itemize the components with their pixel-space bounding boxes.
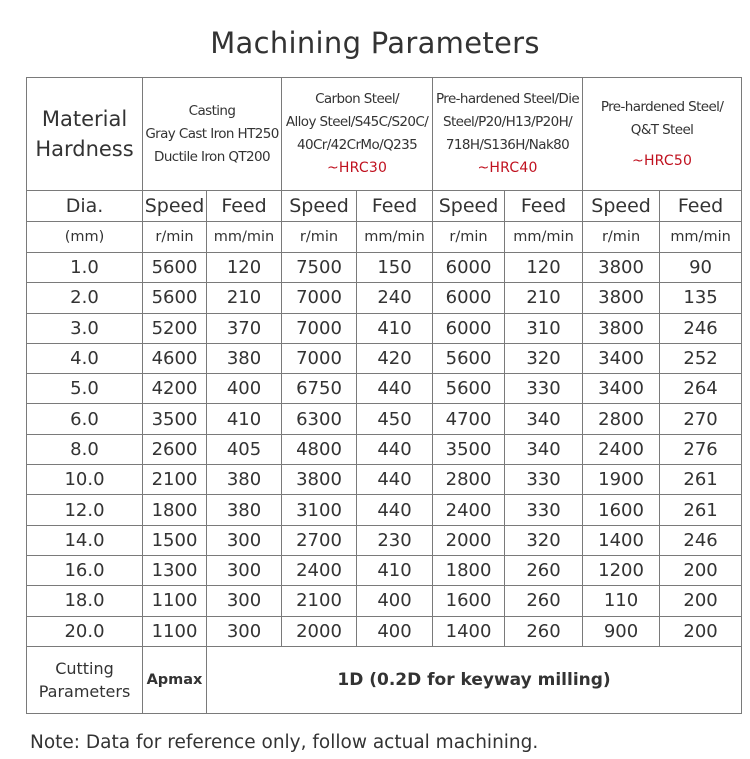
table-cell: 4800 xyxy=(282,434,357,464)
table-cell: 400 xyxy=(357,586,433,616)
table-cell: 4700 xyxy=(433,404,505,434)
table-cell: 6750 xyxy=(282,374,357,404)
table-cell: 110 xyxy=(583,586,660,616)
table-cell: 410 xyxy=(357,313,433,343)
table-cell: 320 xyxy=(505,525,583,555)
table-cell: 405 xyxy=(207,434,282,464)
table-row xyxy=(27,434,742,464)
table-cell: 252 xyxy=(660,343,742,373)
table-cell: 450 xyxy=(357,404,433,434)
material-line: 40Cr/42CrMo/Q235 xyxy=(296,137,418,153)
table-cell: 2400 xyxy=(282,555,357,585)
table-cell: 380 xyxy=(207,495,282,525)
table-cell: 3500 xyxy=(433,434,505,464)
hrc-label: ~HRC50 xyxy=(632,152,693,169)
material-label: Material xyxy=(41,107,128,131)
table-cell: 3100 xyxy=(282,495,357,525)
unit-row xyxy=(27,222,742,253)
table-cell: 3400 xyxy=(583,374,660,404)
table-cell: 330 xyxy=(505,495,583,525)
table-cell: 7000 xyxy=(282,313,357,343)
table-cell: 330 xyxy=(505,465,583,495)
feed-unit: mm/min xyxy=(357,222,433,253)
speed-header: Speed xyxy=(583,191,660,222)
table-row xyxy=(27,283,742,313)
table-cell: 6000 xyxy=(433,283,505,313)
table-cell: 440 xyxy=(357,434,433,464)
material-line: Ductile Iron QT200 xyxy=(154,148,270,165)
table-cell: 5600 xyxy=(143,283,207,313)
table-cell: 300 xyxy=(207,525,282,555)
hardness-label: Hardness xyxy=(35,137,134,161)
table-row xyxy=(27,404,742,434)
table-row xyxy=(27,586,742,616)
feed-header: Feed xyxy=(660,191,742,222)
table-cell: 340 xyxy=(505,434,583,464)
table-cell: 900 xyxy=(583,616,660,646)
table-cell: 5200 xyxy=(143,313,207,343)
speed-unit: r/min xyxy=(583,222,660,253)
cutting-parameters-row xyxy=(27,646,742,713)
material-hardness-header xyxy=(27,78,143,191)
cutting-label: Cutting xyxy=(55,658,114,678)
apmax-value: 1D (0.2D for keyway milling) xyxy=(207,646,742,713)
material-line: Pre-hardened Steel/Die xyxy=(435,91,580,107)
table-cell: 6300 xyxy=(282,404,357,434)
table-row xyxy=(27,374,742,404)
table-cell: 1600 xyxy=(583,495,660,525)
hrc-label: ~HRC30 xyxy=(326,160,388,176)
table-row xyxy=(27,253,742,283)
table-cell: 3.0 xyxy=(27,313,143,343)
table-cell: 1100 xyxy=(143,616,207,646)
feed-unit: mm/min xyxy=(660,222,742,253)
parameters-label: Parameters xyxy=(38,681,131,701)
table-cell: 3500 xyxy=(143,404,207,434)
table-cell: 260 xyxy=(505,616,583,646)
table-cell: 261 xyxy=(660,465,742,495)
table-cell: 1800 xyxy=(433,555,505,585)
table-cell: 135 xyxy=(660,283,742,313)
table-cell: 300 xyxy=(207,586,282,616)
table-cell: 264 xyxy=(660,374,742,404)
table-cell: 410 xyxy=(207,404,282,434)
table-cell: 380 xyxy=(207,465,282,495)
table-cell: 2100 xyxy=(282,586,357,616)
table-cell: 120 xyxy=(207,253,282,283)
material-line: Carbon Steel/ xyxy=(315,91,399,107)
table-cell: 3800 xyxy=(282,465,357,495)
machining-parameters-table xyxy=(26,77,742,714)
material-qt-steel-header xyxy=(583,78,742,191)
table-cell: 200 xyxy=(660,616,742,646)
table-cell: 7500 xyxy=(282,253,357,283)
speed-unit: r/min xyxy=(143,222,207,253)
material-casting-header xyxy=(143,78,282,191)
table-row xyxy=(27,313,742,343)
table-cell: 3800 xyxy=(583,313,660,343)
table-cell: 6.0 xyxy=(27,404,143,434)
table-cell: 210 xyxy=(505,283,583,313)
table-cell: 1400 xyxy=(433,616,505,646)
speed-header: Speed xyxy=(143,191,207,222)
cutting-parameters-label xyxy=(27,646,143,713)
hrc-label: ~HRC40 xyxy=(477,160,538,176)
table-cell: 440 xyxy=(357,374,433,404)
table-cell: 1500 xyxy=(143,525,207,555)
table-cell: 2800 xyxy=(433,465,505,495)
table-cell: 200 xyxy=(660,586,742,616)
table-cell: 300 xyxy=(207,616,282,646)
dia-unit: (mm) xyxy=(27,222,143,253)
material-line: Alloy Steel/S45C/S20C/ xyxy=(285,114,429,130)
table-cell: 320 xyxy=(505,343,583,373)
table-row xyxy=(27,555,742,585)
table-cell: 260 xyxy=(505,555,583,585)
table-cell: 1100 xyxy=(143,586,207,616)
table-cell: 12.0 xyxy=(27,495,143,525)
table-cell: 5600 xyxy=(433,374,505,404)
speed-header: Speed xyxy=(433,191,505,222)
material-line: Pre-hardened Steel/ xyxy=(600,98,724,115)
table-cell: 5600 xyxy=(433,343,505,373)
table-cell: 440 xyxy=(357,495,433,525)
table-cell: 246 xyxy=(660,525,742,555)
material-line: Q&T Steel xyxy=(630,121,694,138)
table-row xyxy=(27,495,742,525)
table-cell: 310 xyxy=(505,313,583,343)
table-row xyxy=(27,525,742,555)
feed-unit: mm/min xyxy=(505,222,583,253)
page-title: Machining Parameters xyxy=(210,26,540,60)
feed-header: Feed xyxy=(357,191,433,222)
table-cell: 270 xyxy=(660,404,742,434)
table-cell: 10.0 xyxy=(27,465,143,495)
table-cell: 5.0 xyxy=(27,374,143,404)
feed-unit: mm/min xyxy=(207,222,282,253)
material-line: Casting xyxy=(188,102,236,119)
table-cell: 300 xyxy=(207,555,282,585)
table-cell: 1.0 xyxy=(27,253,143,283)
header-row xyxy=(27,78,742,191)
table-cell: 230 xyxy=(357,525,433,555)
table-cell: 276 xyxy=(660,434,742,464)
table-cell: 16.0 xyxy=(27,555,143,585)
material-line: Steel/P20/H13/P20H/ xyxy=(442,114,573,130)
material-line: Gray Cast Iron HT250 xyxy=(145,125,279,142)
table-cell: 2700 xyxy=(282,525,357,555)
table-cell: 380 xyxy=(207,343,282,373)
table-cell: 18.0 xyxy=(27,586,143,616)
table-cell: 5600 xyxy=(143,253,207,283)
table-cell: 2800 xyxy=(583,404,660,434)
table-cell: 120 xyxy=(505,253,583,283)
table-cell: 14.0 xyxy=(27,525,143,555)
table-cell: 400 xyxy=(207,374,282,404)
table-cell: 8.0 xyxy=(27,434,143,464)
table-cell: 2000 xyxy=(282,616,357,646)
table-cell: 210 xyxy=(207,283,282,313)
table-cell: 2000 xyxy=(433,525,505,555)
table-cell: 420 xyxy=(357,343,433,373)
table-cell: 6000 xyxy=(433,313,505,343)
material-carbon-steel-header xyxy=(282,78,433,191)
table-cell: 2100 xyxy=(143,465,207,495)
table-cell: 261 xyxy=(660,495,742,525)
spacer xyxy=(583,142,741,150)
table-cell: 20.0 xyxy=(27,616,143,646)
table-cell: 6000 xyxy=(433,253,505,283)
table-cell: 3800 xyxy=(583,253,660,283)
feed-header: Feed xyxy=(505,191,583,222)
table-cell: 1400 xyxy=(583,525,660,555)
table-cell: 330 xyxy=(505,374,583,404)
speed-unit: r/min xyxy=(282,222,357,253)
table-cell: 400 xyxy=(357,616,433,646)
table-cell: 246 xyxy=(660,313,742,343)
table-cell: 4.0 xyxy=(27,343,143,373)
feed-header: Feed xyxy=(207,191,282,222)
speed-unit: r/min xyxy=(433,222,505,253)
table-cell: 4600 xyxy=(143,343,207,373)
table-cell: 90 xyxy=(660,253,742,283)
table-row xyxy=(27,616,742,646)
table-cell: 1200 xyxy=(583,555,660,585)
table-cell: 1900 xyxy=(583,465,660,495)
apmax-label: Apmax xyxy=(143,646,207,713)
table-cell: 2400 xyxy=(433,495,505,525)
table-cell: 440 xyxy=(357,465,433,495)
table-cell: 410 xyxy=(357,555,433,585)
table-cell: 240 xyxy=(357,283,433,313)
table-cell: 2.0 xyxy=(27,283,143,313)
material-line: 718H/S136H/Nak80 xyxy=(445,137,570,153)
table-cell: 1300 xyxy=(143,555,207,585)
dia-header: Dia. xyxy=(27,191,143,222)
table-cell: 3800 xyxy=(583,283,660,313)
table-cell: 4200 xyxy=(143,374,207,404)
material-prehardened-die-steel-header xyxy=(433,78,583,191)
speed-header: Speed xyxy=(282,191,357,222)
table-cell: 3400 xyxy=(583,343,660,373)
table-cell: 7000 xyxy=(282,283,357,313)
reference-note: Note: Data for reference only, follow actual machining. xyxy=(30,732,539,753)
table-cell: 370 xyxy=(207,313,282,343)
table-cell: 7000 xyxy=(282,343,357,373)
table-cell: 2600 xyxy=(143,434,207,464)
table-cell: 1800 xyxy=(143,495,207,525)
table-cell: 2400 xyxy=(583,434,660,464)
table-cell: 200 xyxy=(660,555,742,585)
table-cell: 1600 xyxy=(433,586,505,616)
table-row xyxy=(27,465,742,495)
table-row xyxy=(27,343,742,373)
subheader-row xyxy=(27,191,742,222)
table-cell: 150 xyxy=(357,253,433,283)
table-cell: 340 xyxy=(505,404,583,434)
table-cell: 260 xyxy=(505,586,583,616)
